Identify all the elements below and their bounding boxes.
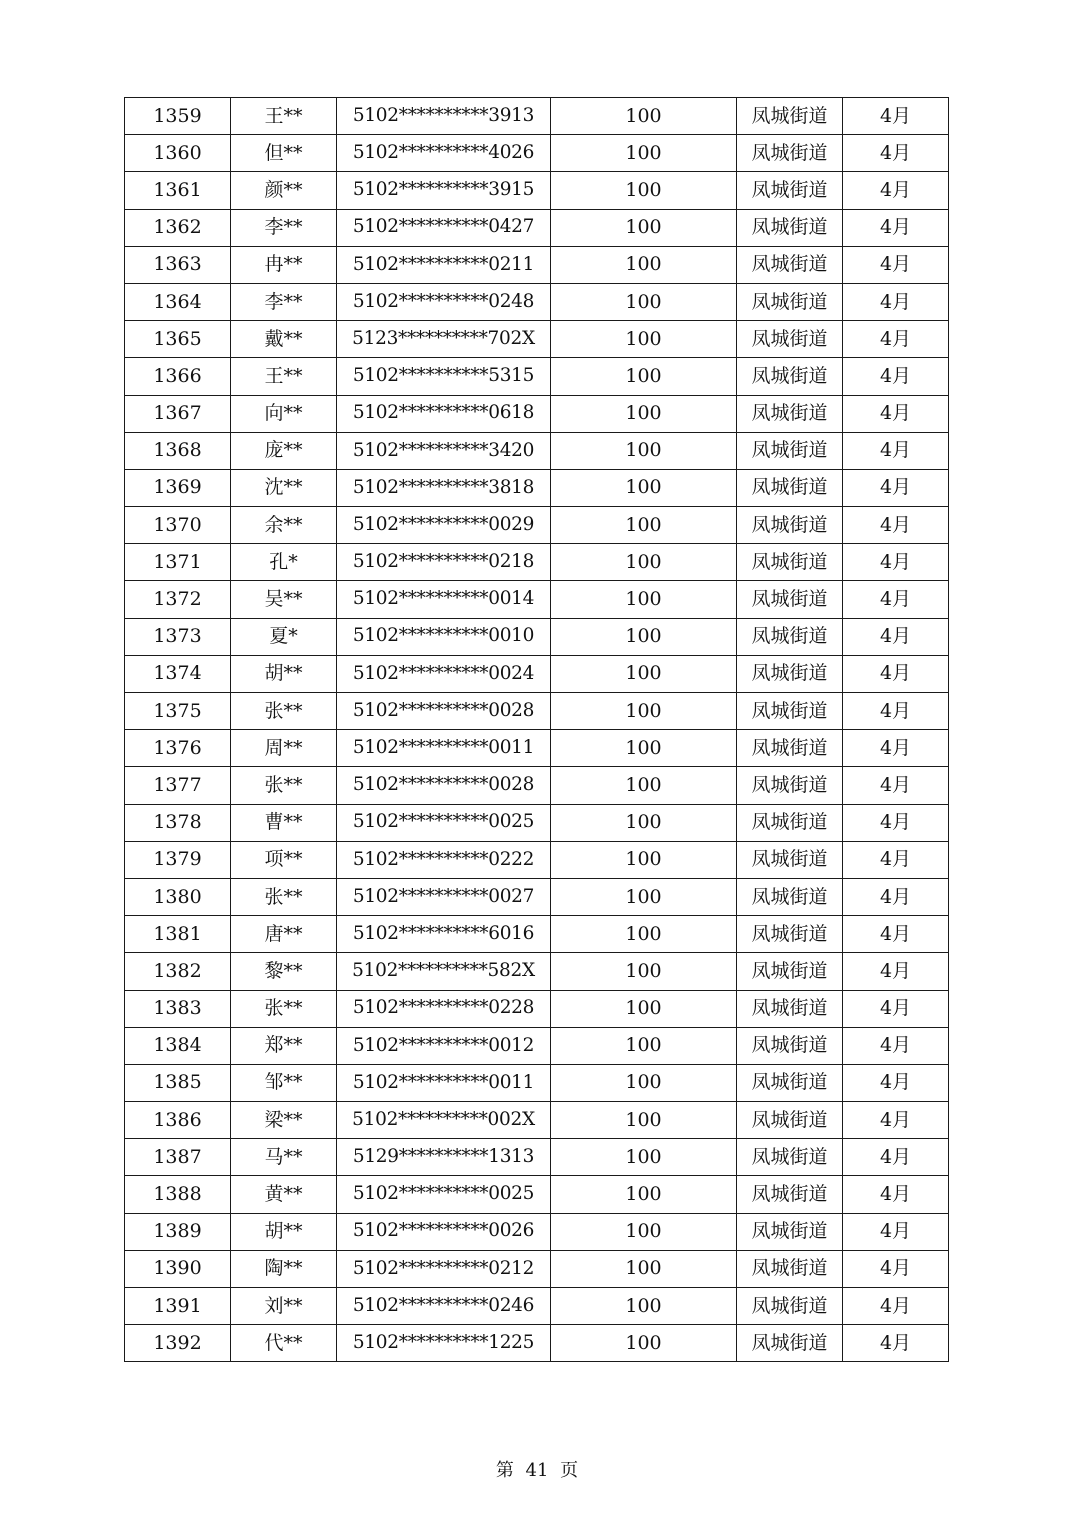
serial-number-cell: 1373 [125, 618, 231, 655]
serial-number-cell: 1392 [125, 1325, 231, 1362]
serial-number-cell: 1385 [125, 1064, 231, 1101]
amount-cell: 100 [551, 841, 737, 878]
amount-cell: 100 [551, 655, 737, 692]
table-row [125, 730, 949, 767]
month-cell: 4月 [843, 581, 949, 618]
street-cell: 凤城街道 [737, 135, 843, 172]
serial-number-cell: 1380 [125, 878, 231, 915]
name-cell: 项** [231, 841, 337, 878]
street-cell: 凤城街道 [737, 1288, 843, 1325]
serial-number-cell: 1382 [125, 953, 231, 990]
id-number-cell: 5102**********3913 [337, 98, 551, 135]
serial-number-cell: 1386 [125, 1102, 231, 1139]
table-row [125, 1176, 949, 1213]
amount-cell: 100 [551, 395, 737, 432]
id-number-cell: 5102**********4026 [337, 135, 551, 172]
serial-number-cell: 1364 [125, 283, 231, 320]
street-cell: 凤城街道 [737, 767, 843, 804]
street-cell: 凤城街道 [737, 358, 843, 395]
amount-cell: 100 [551, 321, 737, 358]
id-number-cell: 5102**********582X [337, 953, 551, 990]
table-row [125, 1102, 949, 1139]
name-cell: 向** [231, 395, 337, 432]
name-cell: 张** [231, 878, 337, 915]
name-cell: 沈** [231, 469, 337, 506]
serial-number-cell: 1389 [125, 1213, 231, 1250]
table-row [125, 841, 949, 878]
table-row [125, 1139, 949, 1176]
table-row [125, 693, 949, 730]
month-cell: 4月 [843, 916, 949, 953]
amount-cell: 100 [551, 246, 737, 283]
name-cell: 唐** [231, 916, 337, 953]
amount-cell: 100 [551, 432, 737, 469]
id-number-cell: 5102**********0618 [337, 395, 551, 432]
id-number-cell: 5102**********002X [337, 1102, 551, 1139]
table-row [125, 209, 949, 246]
month-cell: 4月 [843, 1250, 949, 1287]
amount-cell: 100 [551, 1250, 737, 1287]
name-cell: 周** [231, 730, 337, 767]
table-row [125, 469, 949, 506]
name-cell: 陶** [231, 1250, 337, 1287]
name-cell: 张** [231, 767, 337, 804]
street-cell: 凤城街道 [737, 172, 843, 209]
serial-number-cell: 1372 [125, 581, 231, 618]
id-number-cell: 5102**********3915 [337, 172, 551, 209]
amount-cell: 100 [551, 469, 737, 506]
id-number-cell: 5123**********702X [337, 321, 551, 358]
name-cell: 马** [231, 1139, 337, 1176]
amount-cell: 100 [551, 1325, 737, 1362]
serial-number-cell: 1360 [125, 135, 231, 172]
street-cell: 凤城街道 [737, 693, 843, 730]
amount-cell: 100 [551, 693, 737, 730]
serial-number-cell: 1374 [125, 655, 231, 692]
month-cell: 4月 [843, 1213, 949, 1250]
id-number-cell: 5102**********0014 [337, 581, 551, 618]
serial-number-cell: 1371 [125, 544, 231, 581]
name-cell: 颜** [231, 172, 337, 209]
month-cell: 4月 [843, 878, 949, 915]
id-number-cell: 5102**********5315 [337, 358, 551, 395]
table-row [125, 358, 949, 395]
table-row [125, 1250, 949, 1287]
id-number-cell: 5102**********0427 [337, 209, 551, 246]
street-cell: 凤城街道 [737, 655, 843, 692]
table-row [125, 395, 949, 432]
id-number-cell: 5102**********0011 [337, 1064, 551, 1101]
serial-number-cell: 1376 [125, 730, 231, 767]
serial-number-cell: 1387 [125, 1139, 231, 1176]
table-row [125, 990, 949, 1027]
street-cell: 凤城街道 [737, 98, 843, 135]
serial-number-cell: 1366 [125, 358, 231, 395]
name-cell: 胡** [231, 655, 337, 692]
name-cell: 郑** [231, 1027, 337, 1064]
street-cell: 凤城街道 [737, 1027, 843, 1064]
street-cell: 凤城街道 [737, 730, 843, 767]
table-row [125, 878, 949, 915]
amount-cell: 100 [551, 172, 737, 209]
serial-number-cell: 1359 [125, 98, 231, 135]
id-number-cell: 5102**********0246 [337, 1288, 551, 1325]
name-cell: 余** [231, 507, 337, 544]
serial-number-cell: 1361 [125, 172, 231, 209]
street-cell: 凤城街道 [737, 581, 843, 618]
name-cell: 代** [231, 1325, 337, 1362]
amount-cell: 100 [551, 507, 737, 544]
amount-cell: 100 [551, 1027, 737, 1064]
month-cell: 4月 [843, 1288, 949, 1325]
id-number-cell: 5102**********0027 [337, 878, 551, 915]
amount-cell: 100 [551, 767, 737, 804]
data-table [124, 97, 949, 1362]
street-cell: 凤城街道 [737, 841, 843, 878]
month-cell: 4月 [843, 990, 949, 1027]
id-number-cell: 5102**********0011 [337, 730, 551, 767]
serial-number-cell: 1391 [125, 1288, 231, 1325]
serial-number-cell: 1384 [125, 1027, 231, 1064]
street-cell: 凤城街道 [737, 246, 843, 283]
month-cell: 4月 [843, 395, 949, 432]
amount-cell: 100 [551, 804, 737, 841]
name-cell: 吴** [231, 581, 337, 618]
month-cell: 4月 [843, 1102, 949, 1139]
id-number-cell: 5102**********1225 [337, 1325, 551, 1362]
name-cell: 庞** [231, 432, 337, 469]
name-cell: 胡** [231, 1213, 337, 1250]
month-cell: 4月 [843, 1325, 949, 1362]
serial-number-cell: 1362 [125, 209, 231, 246]
month-cell: 4月 [843, 469, 949, 506]
name-cell: 邹** [231, 1064, 337, 1101]
serial-number-cell: 1363 [125, 246, 231, 283]
amount-cell: 100 [551, 544, 737, 581]
id-number-cell: 5129**********1313 [337, 1139, 551, 1176]
street-cell: 凤城街道 [737, 953, 843, 990]
street-cell: 凤城街道 [737, 432, 843, 469]
street-cell: 凤城街道 [737, 1250, 843, 1287]
serial-number-cell: 1388 [125, 1176, 231, 1213]
amount-cell: 100 [551, 953, 737, 990]
id-number-cell: 5102**********0248 [337, 283, 551, 320]
amount-cell: 100 [551, 1064, 737, 1101]
amount-cell: 100 [551, 135, 737, 172]
street-cell: 凤城街道 [737, 321, 843, 358]
table-row [125, 283, 949, 320]
name-cell: 王** [231, 98, 337, 135]
amount-cell: 100 [551, 1213, 737, 1250]
street-cell: 凤城街道 [737, 878, 843, 915]
table-row [125, 1288, 949, 1325]
amount-cell: 100 [551, 1102, 737, 1139]
table-row [125, 1325, 949, 1362]
month-cell: 4月 [843, 246, 949, 283]
amount-cell: 100 [551, 1288, 737, 1325]
id-number-cell: 5102**********0028 [337, 693, 551, 730]
amount-cell: 100 [551, 618, 737, 655]
name-cell: 李** [231, 209, 337, 246]
table-row [125, 804, 949, 841]
month-cell: 4月 [843, 283, 949, 320]
amount-cell: 100 [551, 878, 737, 915]
table-row [125, 581, 949, 618]
street-cell: 凤城街道 [737, 1064, 843, 1101]
serial-number-cell: 1370 [125, 507, 231, 544]
serial-number-cell: 1375 [125, 693, 231, 730]
id-number-cell: 5102**********0010 [337, 618, 551, 655]
table-row [125, 1213, 949, 1250]
serial-number-cell: 1367 [125, 395, 231, 432]
page-number: 第 41 页 [495, 1460, 579, 1481]
street-cell: 凤城街道 [737, 618, 843, 655]
amount-cell: 100 [551, 1176, 737, 1213]
month-cell: 4月 [843, 953, 949, 990]
amount-cell: 100 [551, 581, 737, 618]
month-cell: 4月 [843, 804, 949, 841]
month-cell: 4月 [843, 655, 949, 692]
name-cell: 王** [231, 358, 337, 395]
street-cell: 凤城街道 [737, 1176, 843, 1213]
month-cell: 4月 [843, 618, 949, 655]
street-cell: 凤城街道 [737, 1102, 843, 1139]
table-row [125, 135, 949, 172]
street-cell: 凤城街道 [737, 1325, 843, 1362]
id-number-cell: 5102**********0228 [337, 990, 551, 1027]
name-cell: 黄** [231, 1176, 337, 1213]
name-cell: 刘** [231, 1288, 337, 1325]
serial-number-cell: 1379 [125, 841, 231, 878]
name-cell: 黎** [231, 953, 337, 990]
table-row [125, 767, 949, 804]
month-cell: 4月 [843, 135, 949, 172]
street-cell: 凤城街道 [737, 804, 843, 841]
street-cell: 凤城街道 [737, 1213, 843, 1250]
id-number-cell: 5102**********0024 [337, 655, 551, 692]
month-cell: 4月 [843, 1064, 949, 1101]
month-cell: 4月 [843, 1027, 949, 1064]
street-cell: 凤城街道 [737, 469, 843, 506]
month-cell: 4月 [843, 767, 949, 804]
month-cell: 4月 [843, 172, 949, 209]
table-row [125, 246, 949, 283]
name-cell: 但** [231, 135, 337, 172]
amount-cell: 100 [551, 1139, 737, 1176]
table-row [125, 1064, 949, 1101]
street-cell: 凤城街道 [737, 283, 843, 320]
id-number-cell: 5102**********0222 [337, 841, 551, 878]
table-row [125, 321, 949, 358]
id-number-cell: 5102**********0212 [337, 1250, 551, 1287]
street-cell: 凤城街道 [737, 916, 843, 953]
amount-cell: 100 [551, 283, 737, 320]
name-cell: 张** [231, 693, 337, 730]
street-cell: 凤城街道 [737, 507, 843, 544]
street-cell: 凤城街道 [737, 209, 843, 246]
month-cell: 4月 [843, 1139, 949, 1176]
month-cell: 4月 [843, 209, 949, 246]
serial-number-cell: 1365 [125, 321, 231, 358]
table-row [125, 544, 949, 581]
month-cell: 4月 [843, 432, 949, 469]
table-row [125, 953, 949, 990]
id-number-cell: 5102**********3818 [337, 469, 551, 506]
month-cell: 4月 [843, 1176, 949, 1213]
amount-cell: 100 [551, 916, 737, 953]
name-cell: 梁** [231, 1102, 337, 1139]
month-cell: 4月 [843, 841, 949, 878]
month-cell: 4月 [843, 321, 949, 358]
table-row [125, 916, 949, 953]
amount-cell: 100 [551, 990, 737, 1027]
id-number-cell: 5102**********0029 [337, 507, 551, 544]
name-cell: 戴** [231, 321, 337, 358]
table-row [125, 507, 949, 544]
month-cell: 4月 [843, 693, 949, 730]
street-cell: 凤城街道 [737, 544, 843, 581]
id-number-cell: 5102**********0211 [337, 246, 551, 283]
amount-cell: 100 [551, 209, 737, 246]
name-cell: 李** [231, 283, 337, 320]
serial-number-cell: 1378 [125, 804, 231, 841]
id-number-cell: 5102**********0012 [337, 1027, 551, 1064]
street-cell: 凤城街道 [737, 395, 843, 432]
month-cell: 4月 [843, 507, 949, 544]
name-cell: 夏* [231, 618, 337, 655]
serial-number-cell: 1368 [125, 432, 231, 469]
serial-number-cell: 1381 [125, 916, 231, 953]
serial-number-cell: 1390 [125, 1250, 231, 1287]
amount-cell: 100 [551, 730, 737, 767]
amount-cell: 100 [551, 358, 737, 395]
table-row [125, 655, 949, 692]
id-number-cell: 5102**********0025 [337, 804, 551, 841]
street-cell: 凤城街道 [737, 990, 843, 1027]
serial-number-cell: 1377 [125, 767, 231, 804]
name-cell: 孔* [231, 544, 337, 581]
month-cell: 4月 [843, 98, 949, 135]
name-cell: 曹** [231, 804, 337, 841]
id-number-cell: 5102**********6016 [337, 916, 551, 953]
name-cell: 张** [231, 990, 337, 1027]
id-number-cell: 5102**********0218 [337, 544, 551, 581]
table-row [125, 432, 949, 469]
street-cell: 凤城街道 [737, 1139, 843, 1176]
table-row [125, 618, 949, 655]
id-number-cell: 5102**********0025 [337, 1176, 551, 1213]
table-row [125, 1027, 949, 1064]
serial-number-cell: 1383 [125, 990, 231, 1027]
table-row [125, 172, 949, 209]
id-number-cell: 5102**********0026 [337, 1213, 551, 1250]
month-cell: 4月 [843, 358, 949, 395]
serial-number-cell: 1369 [125, 469, 231, 506]
id-number-cell: 5102**********3420 [337, 432, 551, 469]
month-cell: 4月 [843, 544, 949, 581]
table-body [125, 98, 949, 1362]
name-cell: 冉** [231, 246, 337, 283]
amount-cell: 100 [551, 98, 737, 135]
table-row [125, 98, 949, 135]
id-number-cell: 5102**********0028 [337, 767, 551, 804]
month-cell: 4月 [843, 730, 949, 767]
